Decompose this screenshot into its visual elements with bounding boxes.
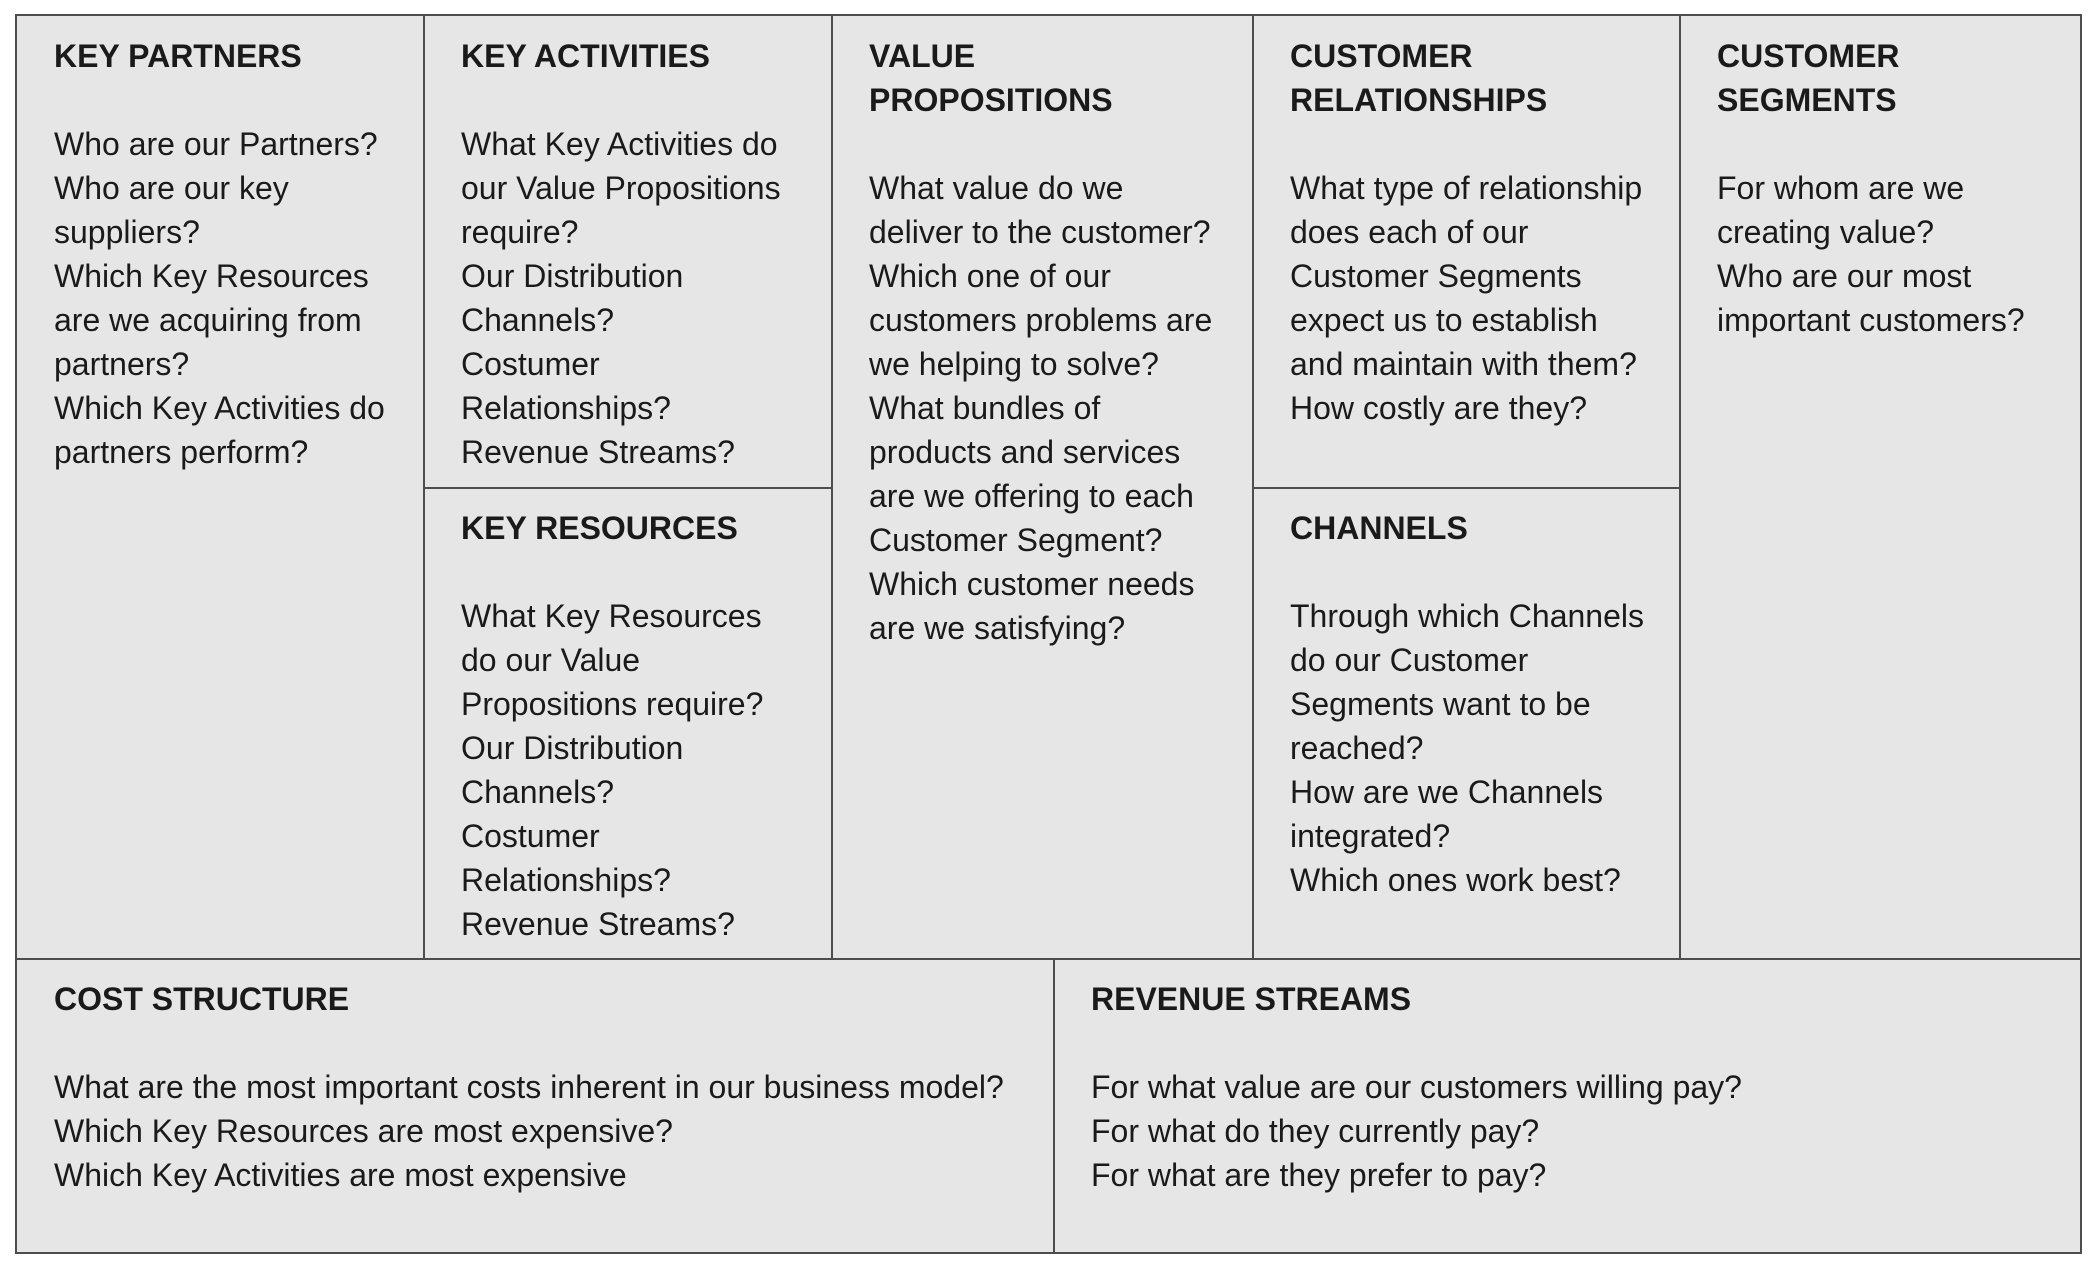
question-line: Revenue Streams?	[461, 434, 735, 470]
cost-structure-questions	[54, 1065, 1018, 1197]
question-line: What are the most important costs inherent in our business model?	[54, 1069, 1004, 1105]
question-line: Which Key Resources are we acquiring from partners?	[54, 258, 369, 382]
question-line: Our Distribution Channels?	[461, 258, 684, 338]
channels-questions	[1290, 594, 1644, 902]
channels-title: CHANNELS	[1290, 510, 1468, 546]
customer-segments-block	[1680, 16, 2082, 959]
question-line: Which Key Activities do partners perform?	[54, 390, 385, 470]
question-line: Which customer needs are we satisfying?	[869, 566, 1195, 646]
key-activities-block	[424, 16, 832, 488]
question-line: Revenue Streams?	[461, 906, 735, 942]
key-resources-title: KEY RESOURCES	[461, 510, 738, 546]
divider	[423, 487, 833, 489]
question-line: What type of relationship does each of our Customer Segments expect us to establish and maintain with them?	[1290, 170, 1643, 382]
divider	[1053, 959, 1055, 1254]
divider	[17, 958, 2082, 960]
question-line: Who are our key suppliers?	[54, 170, 289, 250]
question-line: For what do they currently pay?	[1091, 1113, 1540, 1149]
revenue-streams-block	[1054, 959, 2082, 1254]
question-line: Which Key Activities are most expensive	[54, 1157, 627, 1193]
key-partners-title: KEY PARTNERS	[54, 38, 302, 74]
question-line: Costumer Relationships?	[461, 346, 671, 426]
business-model-canvas	[15, 14, 2082, 1254]
question-line: What bundles of products and services are we offering to each Customer Segment?	[869, 390, 1194, 558]
divider	[1252, 487, 1681, 489]
revenue-streams-title: REVENUE STREAMS	[1091, 981, 1412, 1017]
question-line: For what value are our customers willing pay?	[1091, 1069, 1742, 1105]
customer-segments-questions	[1717, 166, 2046, 342]
question-line: Which one of our customers problems are we helping to solve?	[869, 258, 1213, 382]
question-line: Which Key Resources are most expensive?	[54, 1113, 673, 1149]
value-propositions-title: VALUE PROPOSITIONS	[869, 38, 1113, 118]
cost-structure-block	[17, 959, 1054, 1254]
key-resources-questions	[461, 594, 796, 946]
key-partners-block	[17, 16, 424, 959]
value-propositions-questions	[869, 166, 1217, 650]
question-line: How are we Channels integrated?	[1290, 774, 1604, 854]
question-line: For whom are we creating value?	[1717, 170, 1965, 250]
question-line: Through which Channels do our Customer Segments want to be reached?	[1290, 598, 1644, 766]
key-partners-questions	[54, 122, 388, 474]
revenue-streams-questions	[1091, 1065, 2046, 1197]
question-line: Who are our Partners?	[54, 126, 378, 162]
question-line: Costumer Relationships?	[461, 818, 671, 898]
customer-segments-title: CUSTOMER SEGMENTS	[1717, 38, 1900, 118]
question-line: Our Distribution Channels?	[461, 730, 684, 810]
customer-relationships-title: CUSTOMER RELATIONSHIPS	[1290, 38, 1548, 118]
question-line: Which ones work best?	[1290, 862, 1621, 898]
key-activities-title: KEY ACTIVITIES	[461, 38, 710, 74]
question-line: Who are our most important customers?	[1717, 258, 2025, 338]
cost-structure-title: COST STRUCTURE	[54, 981, 350, 1017]
question-line: How costly are they?	[1290, 390, 1588, 426]
question-line: What Key Resources do our Value Propositions require?	[461, 598, 764, 722]
question-line: For what are they prefer to pay?	[1091, 1157, 1547, 1193]
question-line: What value do we deliver to the customer?	[869, 170, 1211, 250]
channels-block	[1253, 488, 1680, 959]
key-resources-block	[424, 488, 832, 959]
value-propositions-block	[832, 16, 1253, 959]
question-line: What Key Activities do our Value Propositions require?	[461, 126, 781, 250]
key-activities-questions	[461, 122, 796, 474]
customer-relationships-block	[1253, 16, 1680, 488]
customer-relationships-questions	[1290, 166, 1644, 430]
